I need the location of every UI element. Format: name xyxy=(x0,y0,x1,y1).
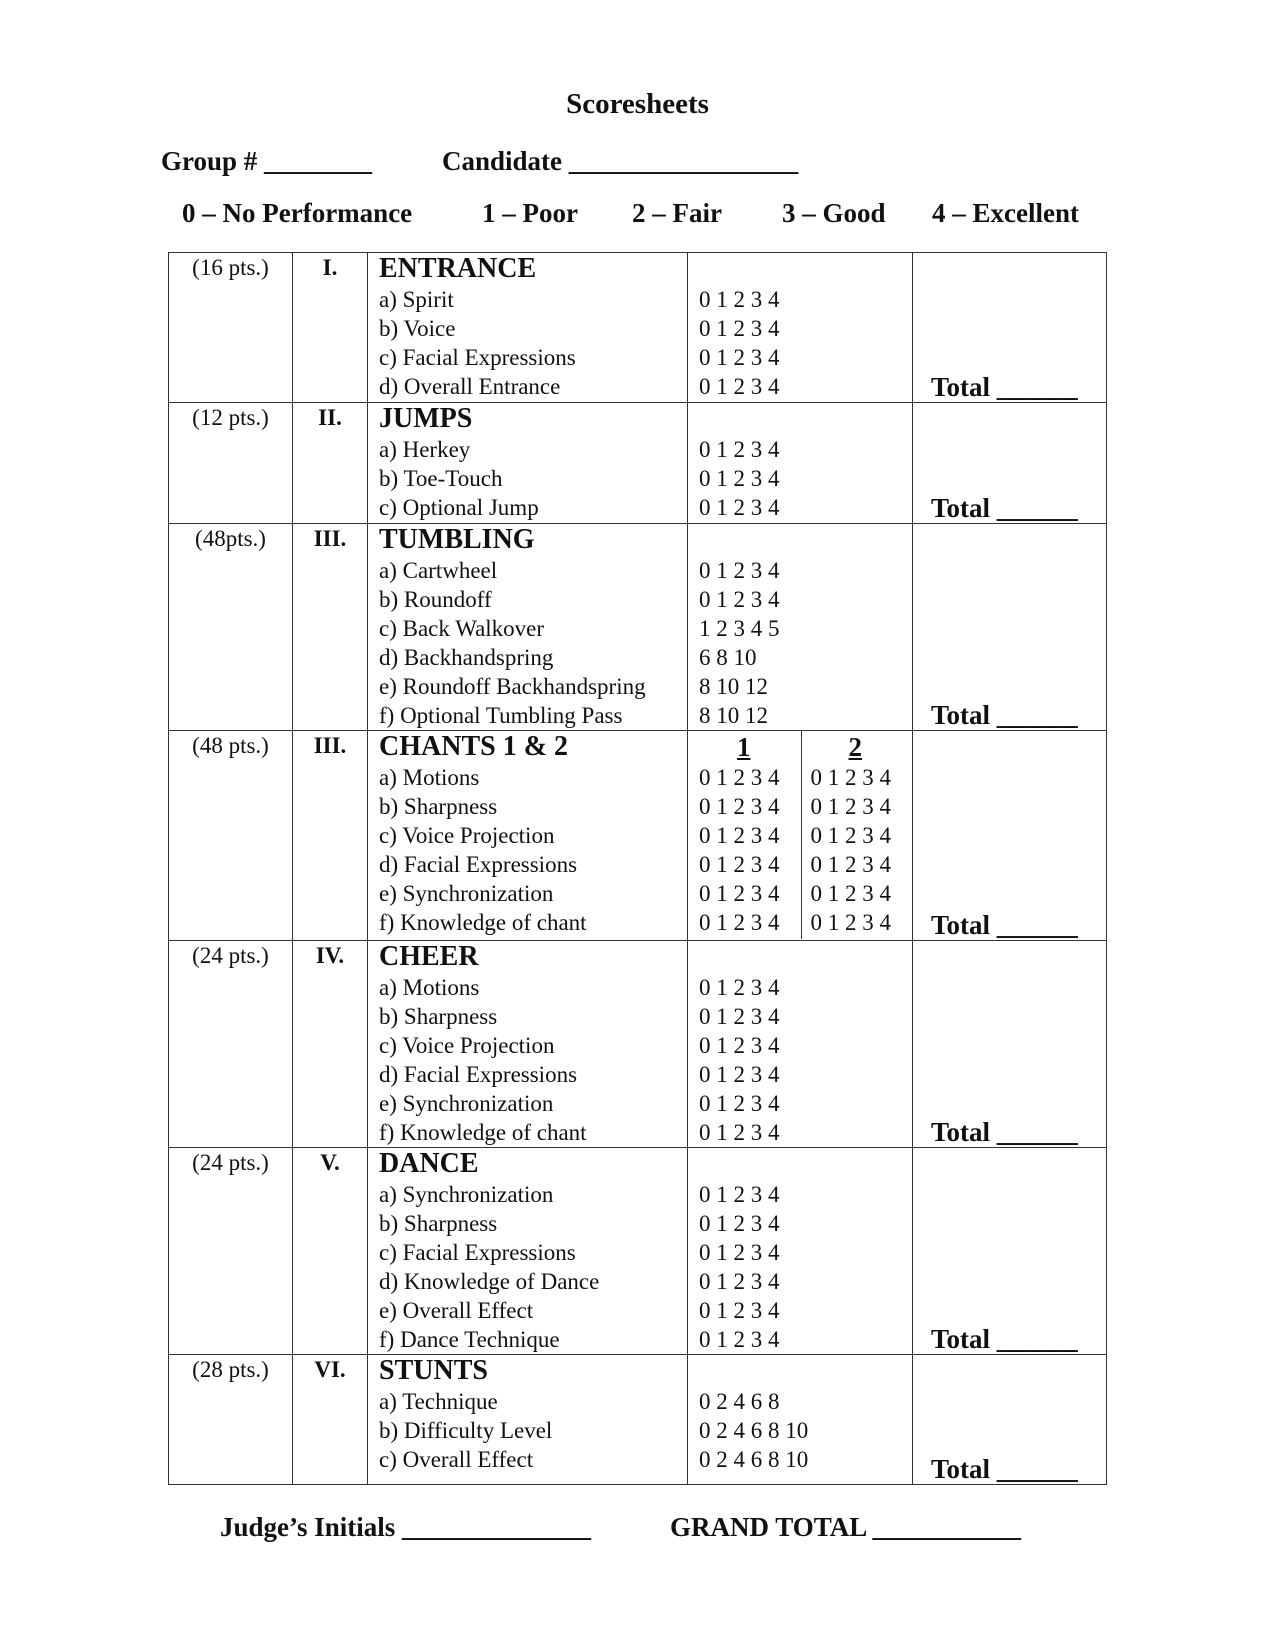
section-title: DANCE xyxy=(379,1148,479,1179)
score-scale[interactable]: 0 1 2 3 4 xyxy=(699,495,780,520)
section-numeral: IV. xyxy=(293,941,368,1148)
section-row xyxy=(169,1148,1107,1355)
criteria-item: a) Motions xyxy=(379,975,480,1000)
score-scale[interactable]: 0 1 2 3 4 xyxy=(699,1033,780,1058)
section-total-field[interactable]: Total ______ xyxy=(931,1454,1078,1484)
criteria-item: f) Optional Tumbling Pass xyxy=(379,703,623,728)
criteria-item: a) Cartwheel xyxy=(379,558,498,583)
criteria-item: a) Herkey xyxy=(379,437,471,462)
section-total-cell xyxy=(913,1355,1107,1485)
chant-score-column xyxy=(801,731,913,939)
score-scale[interactable]: 0 1 2 3 4 xyxy=(810,852,891,877)
criteria-item: c) Voice Projection xyxy=(379,823,555,848)
section-total-cell xyxy=(913,941,1107,1148)
score-scale[interactable]: 0 1 2 3 4 xyxy=(699,1062,780,1087)
score-options xyxy=(688,403,913,524)
section-row xyxy=(169,941,1107,1148)
criteria-item: e) Overall Effect xyxy=(379,1298,534,1323)
section-total-field[interactable]: Total ______ xyxy=(931,1117,1078,1147)
section-total-field[interactable]: Total ______ xyxy=(931,910,1078,940)
page-title: Scoresheets xyxy=(566,88,709,120)
legend-item-3: 3 – Good xyxy=(782,198,886,228)
score-options xyxy=(688,1148,913,1355)
section-items xyxy=(368,1355,688,1485)
criteria-item: b) Roundoff xyxy=(379,587,492,612)
score-scale[interactable]: 0 1 2 3 4 xyxy=(699,794,780,819)
score-scale[interactable]: 0 1 2 3 4 xyxy=(699,1240,780,1265)
judges-initials-field[interactable]: Judge’s Initials ______________ xyxy=(220,1512,592,1542)
section-numeral: VI. xyxy=(293,1355,368,1485)
section-items xyxy=(368,941,688,1148)
score-scale[interactable]: 6 8 10 xyxy=(699,645,757,670)
score-options xyxy=(688,253,913,403)
section-title: JUMPS xyxy=(379,403,473,434)
criteria-item: c) Overall Effect xyxy=(379,1447,534,1472)
score-scale[interactable]: 0 1 2 3 4 xyxy=(699,345,780,370)
legend-item-0: 0 – No Performance xyxy=(182,198,413,228)
section-row xyxy=(169,524,1107,731)
criteria-item: b) Sharpness xyxy=(379,1004,498,1029)
section-points: (28 pts.) xyxy=(169,1355,293,1485)
section-numeral: III. xyxy=(293,731,368,941)
section-total-cell xyxy=(913,524,1107,731)
section-numeral: II. xyxy=(293,403,368,524)
criteria-item: c) Back Walkover xyxy=(379,616,545,641)
section-points: (16 pts.) xyxy=(169,253,293,403)
score-scale[interactable]: 0 1 2 3 4 xyxy=(699,1211,780,1236)
section-total-cell xyxy=(913,253,1107,403)
section-row xyxy=(169,253,1107,403)
score-scale[interactable]: 0 1 2 3 4 xyxy=(699,437,780,462)
section-numeral: V. xyxy=(293,1148,368,1355)
legend-item-4: 4 – Excellent xyxy=(932,198,1079,228)
criteria-item: b) Sharpness xyxy=(379,794,498,819)
score-scale[interactable]: 0 1 2 3 4 xyxy=(699,823,780,848)
score-options xyxy=(688,1355,913,1485)
grand-total-field[interactable]: GRAND TOTAL ___________ xyxy=(670,1512,1022,1542)
score-scale[interactable]: 0 1 2 3 4 xyxy=(699,374,780,399)
score-scale[interactable]: 0 2 4 6 8 10 xyxy=(699,1447,809,1472)
section-title: ENTRANCE xyxy=(379,253,537,284)
score-options xyxy=(688,524,913,731)
section-row xyxy=(169,403,1107,524)
criteria-item: c) Voice Projection xyxy=(379,1033,555,1058)
section-points: (24 pts.) xyxy=(169,1148,293,1355)
score-scale[interactable]: 0 1 2 3 4 xyxy=(699,287,780,312)
candidate-field[interactable]: Candidate _________________ xyxy=(442,146,799,176)
section-title: STUNTS xyxy=(379,1355,488,1386)
section-points: (12 pts.) xyxy=(169,403,293,524)
criteria-item: a) Technique xyxy=(379,1389,498,1414)
score-options xyxy=(688,731,913,941)
section-items xyxy=(368,403,688,524)
section-points: (24 pts.) xyxy=(169,941,293,1148)
criteria-item: b) Voice xyxy=(379,316,456,341)
section-items xyxy=(368,1148,688,1355)
section-title: TUMBLING xyxy=(379,524,535,555)
section-total-cell xyxy=(913,1148,1107,1355)
section-points: (48pts.) xyxy=(169,524,293,731)
criteria-item: b) Toe-Touch xyxy=(379,466,503,491)
criteria-item: b) Sharpness xyxy=(379,1211,498,1236)
group-number-field[interactable]: Group # ________ xyxy=(161,146,373,176)
section-items xyxy=(368,524,688,731)
criteria-item: e) Roundoff Backhandspring xyxy=(379,674,646,699)
score-scale[interactable]: 0 1 2 3 4 xyxy=(810,794,891,819)
score-scale[interactable]: 8 10 12 xyxy=(699,674,768,699)
score-scale[interactable]: 0 1 2 3 4 xyxy=(810,765,891,790)
score-scale[interactable]: 0 1 2 3 4 xyxy=(699,1298,780,1323)
criteria-item: d) Overall Entrance xyxy=(379,374,561,399)
section-title: CHEER xyxy=(379,941,479,972)
criteria-item: a) Spirit xyxy=(379,287,454,312)
criteria-item: e) Synchronization xyxy=(379,1091,554,1116)
section-total-field[interactable]: Total ______ xyxy=(931,700,1078,730)
score-scale[interactable]: 1 2 3 4 5 xyxy=(699,616,780,641)
score-scale[interactable]: 0 1 2 3 4 xyxy=(699,1120,780,1145)
chant-score-column xyxy=(688,731,801,939)
criteria-item: c) Optional Jump xyxy=(379,495,539,520)
score-scale[interactable]: 0 1 2 3 4 xyxy=(699,881,780,906)
criteria-item: e) Synchronization xyxy=(379,881,554,906)
score-scale[interactable]: 0 1 2 3 4 xyxy=(699,316,780,341)
legend-item-2: 2 – Fair xyxy=(632,198,722,228)
section-title: CHANTS 1 & 2 xyxy=(379,731,569,762)
score-scale[interactable]: 0 1 2 3 4 xyxy=(699,1182,780,1207)
score-scale[interactable]: 0 1 2 3 4 xyxy=(810,881,891,906)
section-total-field[interactable]: Total ______ xyxy=(931,493,1078,523)
chant-column-heading: 2 xyxy=(848,732,862,762)
criteria-item: d) Facial Expressions xyxy=(379,852,578,877)
criteria-item: c) Facial Expressions xyxy=(379,1240,576,1265)
legend-item-1: 1 – Poor xyxy=(482,198,578,228)
criteria-item: f) Knowledge of chant xyxy=(379,1120,587,1145)
score-options xyxy=(688,941,913,1148)
criteria-item: f) Knowledge of chant xyxy=(379,910,587,935)
section-total-cell xyxy=(913,731,1107,941)
section-row xyxy=(169,1355,1107,1485)
section-items xyxy=(368,731,688,941)
score-scale[interactable]: 0 1 2 3 4 xyxy=(699,910,780,935)
chant-column-heading: 1 xyxy=(737,732,751,762)
criteria-item: d) Knowledge of Dance xyxy=(379,1269,600,1294)
criteria-item: a) Motions xyxy=(379,765,480,790)
section-total-field[interactable]: Total ______ xyxy=(931,372,1078,402)
score-scale[interactable]: 0 1 2 3 4 xyxy=(810,823,891,848)
score-scale[interactable]: 0 2 4 6 8 10 xyxy=(699,1418,809,1443)
criteria-item: d) Facial Expressions xyxy=(379,1062,578,1087)
score-scale[interactable]: 0 1 2 3 4 xyxy=(699,1327,780,1352)
section-numeral: I. xyxy=(293,253,368,403)
section-total-field[interactable]: Total ______ xyxy=(931,1324,1078,1354)
score-scale[interactable]: 0 1 2 3 4 xyxy=(699,558,780,583)
score-scale[interactable]: 0 1 2 3 4 xyxy=(699,852,780,877)
criteria-item: b) Difficulty Level xyxy=(379,1418,553,1443)
section-total-cell xyxy=(913,403,1107,524)
score-scale[interactable]: 0 1 2 3 4 xyxy=(699,1004,780,1029)
score-scale[interactable]: 8 10 12 xyxy=(699,703,768,728)
score-scale[interactable]: 0 2 4 6 8 xyxy=(699,1389,780,1414)
score-scale[interactable]: 0 1 2 3 4 xyxy=(699,466,780,491)
criteria-item: f) Dance Technique xyxy=(379,1327,560,1352)
criteria-item: c) Facial Expressions xyxy=(379,345,576,370)
score-scale[interactable]: 0 1 2 3 4 xyxy=(699,975,780,1000)
criteria-item: a) Synchronization xyxy=(379,1182,554,1207)
section-items xyxy=(368,253,688,403)
section-points: (48 pts.) xyxy=(169,731,293,941)
score-scale[interactable]: 0 1 2 3 4 xyxy=(699,1091,780,1116)
section-numeral: III. xyxy=(293,524,368,731)
score-scale[interactable]: 0 1 2 3 4 xyxy=(699,1269,780,1294)
section-row xyxy=(169,731,1107,941)
score-table xyxy=(168,252,1107,1485)
score-scale[interactable]: 0 1 2 3 4 xyxy=(699,587,780,612)
criteria-item: d) Backhandspring xyxy=(379,645,554,670)
score-scale[interactable]: 0 1 2 3 4 xyxy=(699,765,780,790)
score-scale[interactable]: 0 1 2 3 4 xyxy=(810,910,891,935)
